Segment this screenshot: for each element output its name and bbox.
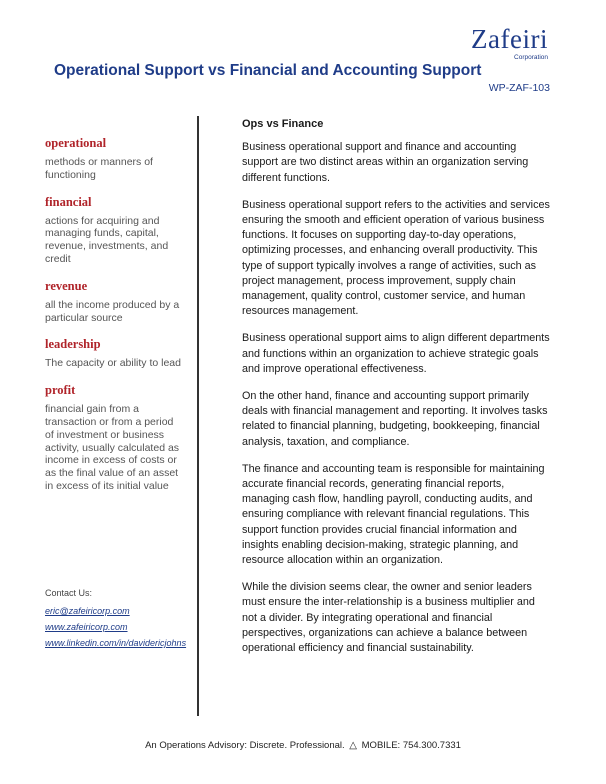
paragraph: While the division seems clear, the owner and senior leaders must ensure the inter-relationship is a business multiplier and not a divider. By integrating operational and financial perspectives, organizations can achieve a balance between operational efficiency and financial sustainability. — [242, 581, 535, 655]
contact-label: Contact Us: — [45, 588, 93, 598]
page-title: Operational Support vs Financial and Accounting Support — [54, 62, 482, 79]
email-link[interactable]: eric@zafeiricorp.com — [45, 606, 130, 616]
logo-subtitle: Corporation — [514, 54, 548, 61]
triangle-icon: △ — [349, 740, 357, 751]
footer-phone: MOBILE: 754.300.7331 — [361, 740, 461, 751]
glossary-sidebar — [45, 136, 185, 506]
document-id: WP-ZAF-103 — [488, 82, 550, 94]
glossary-term — [45, 337, 185, 370]
term-word: revenue — [45, 278, 88, 293]
paragraph: The finance and accounting team is responsible for maintaining accurate financial records, generating financial reports, managing cash flow, handling payroll, conducting audits, and ensuring compliance with relevant financial regulations. This support function provides crucial financial information and insights enabling decision-making, strategic planning, and resource allocation within an organization. — [242, 462, 545, 567]
paragraph: Business operational support aims to align different departments and functions within an organization to achieve strategic goals and improve operational effectiveness. — [242, 332, 550, 375]
paragraph: Business operational support and finance and accounting support are two distinct areas within an organization serving different functions. — [242, 141, 529, 184]
paragraph: On the other hand, finance and accounting support primarily deals with financial management and reporting. It involves tasks related to financial planning, budgeting, bookkeeping, financial analysis, taxation, and compliance. — [242, 390, 548, 448]
page-footer — [0, 740, 606, 751]
term-definition: methods or manners of functioning — [45, 156, 153, 181]
term-definition: The capacity or ability to lead — [45, 357, 181, 370]
company-logo — [471, 26, 548, 61]
contact-block — [45, 588, 186, 654]
glossary-term — [45, 136, 185, 182]
term-definition: actions for acquiring and managing funds, capital, revenue, investments, and credit — [45, 214, 169, 265]
column-divider — [197, 116, 199, 716]
term-definition: financial gain from a transaction or from a period of investment or business activity, usually calculated as income in excess of costs or as the final value of an asset in excess of its initial value — [45, 403, 180, 492]
glossary-term — [45, 383, 185, 493]
logo-name: Zafeiri — [471, 24, 548, 54]
website-link[interactable]: www.zafeiricorp.com — [45, 622, 128, 632]
glossary-term — [45, 279, 185, 325]
main-content — [242, 117, 552, 668]
linkedin-link[interactable]: www.linkedin.com/in/davidericjohns — [45, 638, 187, 648]
term-definition: all the income produced by a particular source — [45, 298, 180, 324]
paragraph: Business operational support refers to the activities and services ensuring the smooth and efficient operation of various business functions. It focuses on supporting day-to-day operations, optimizing processes, and enhancing overall productivity. This type of support typically involves a range of activities, such as project management, process improvement, supply chain management, quality control, customer service, and human resources management. — [242, 198, 550, 318]
term-word: operational — [45, 136, 107, 150]
term-word: leadership — [45, 337, 101, 352]
term-word: profit — [45, 383, 76, 398]
footer-tagline: An Operations Advisory: Discrete. Professional. — [145, 740, 345, 751]
glossary-term — [45, 195, 185, 266]
term-word: financial — [45, 194, 92, 209]
section-heading: Ops vs Finance — [242, 118, 324, 130]
